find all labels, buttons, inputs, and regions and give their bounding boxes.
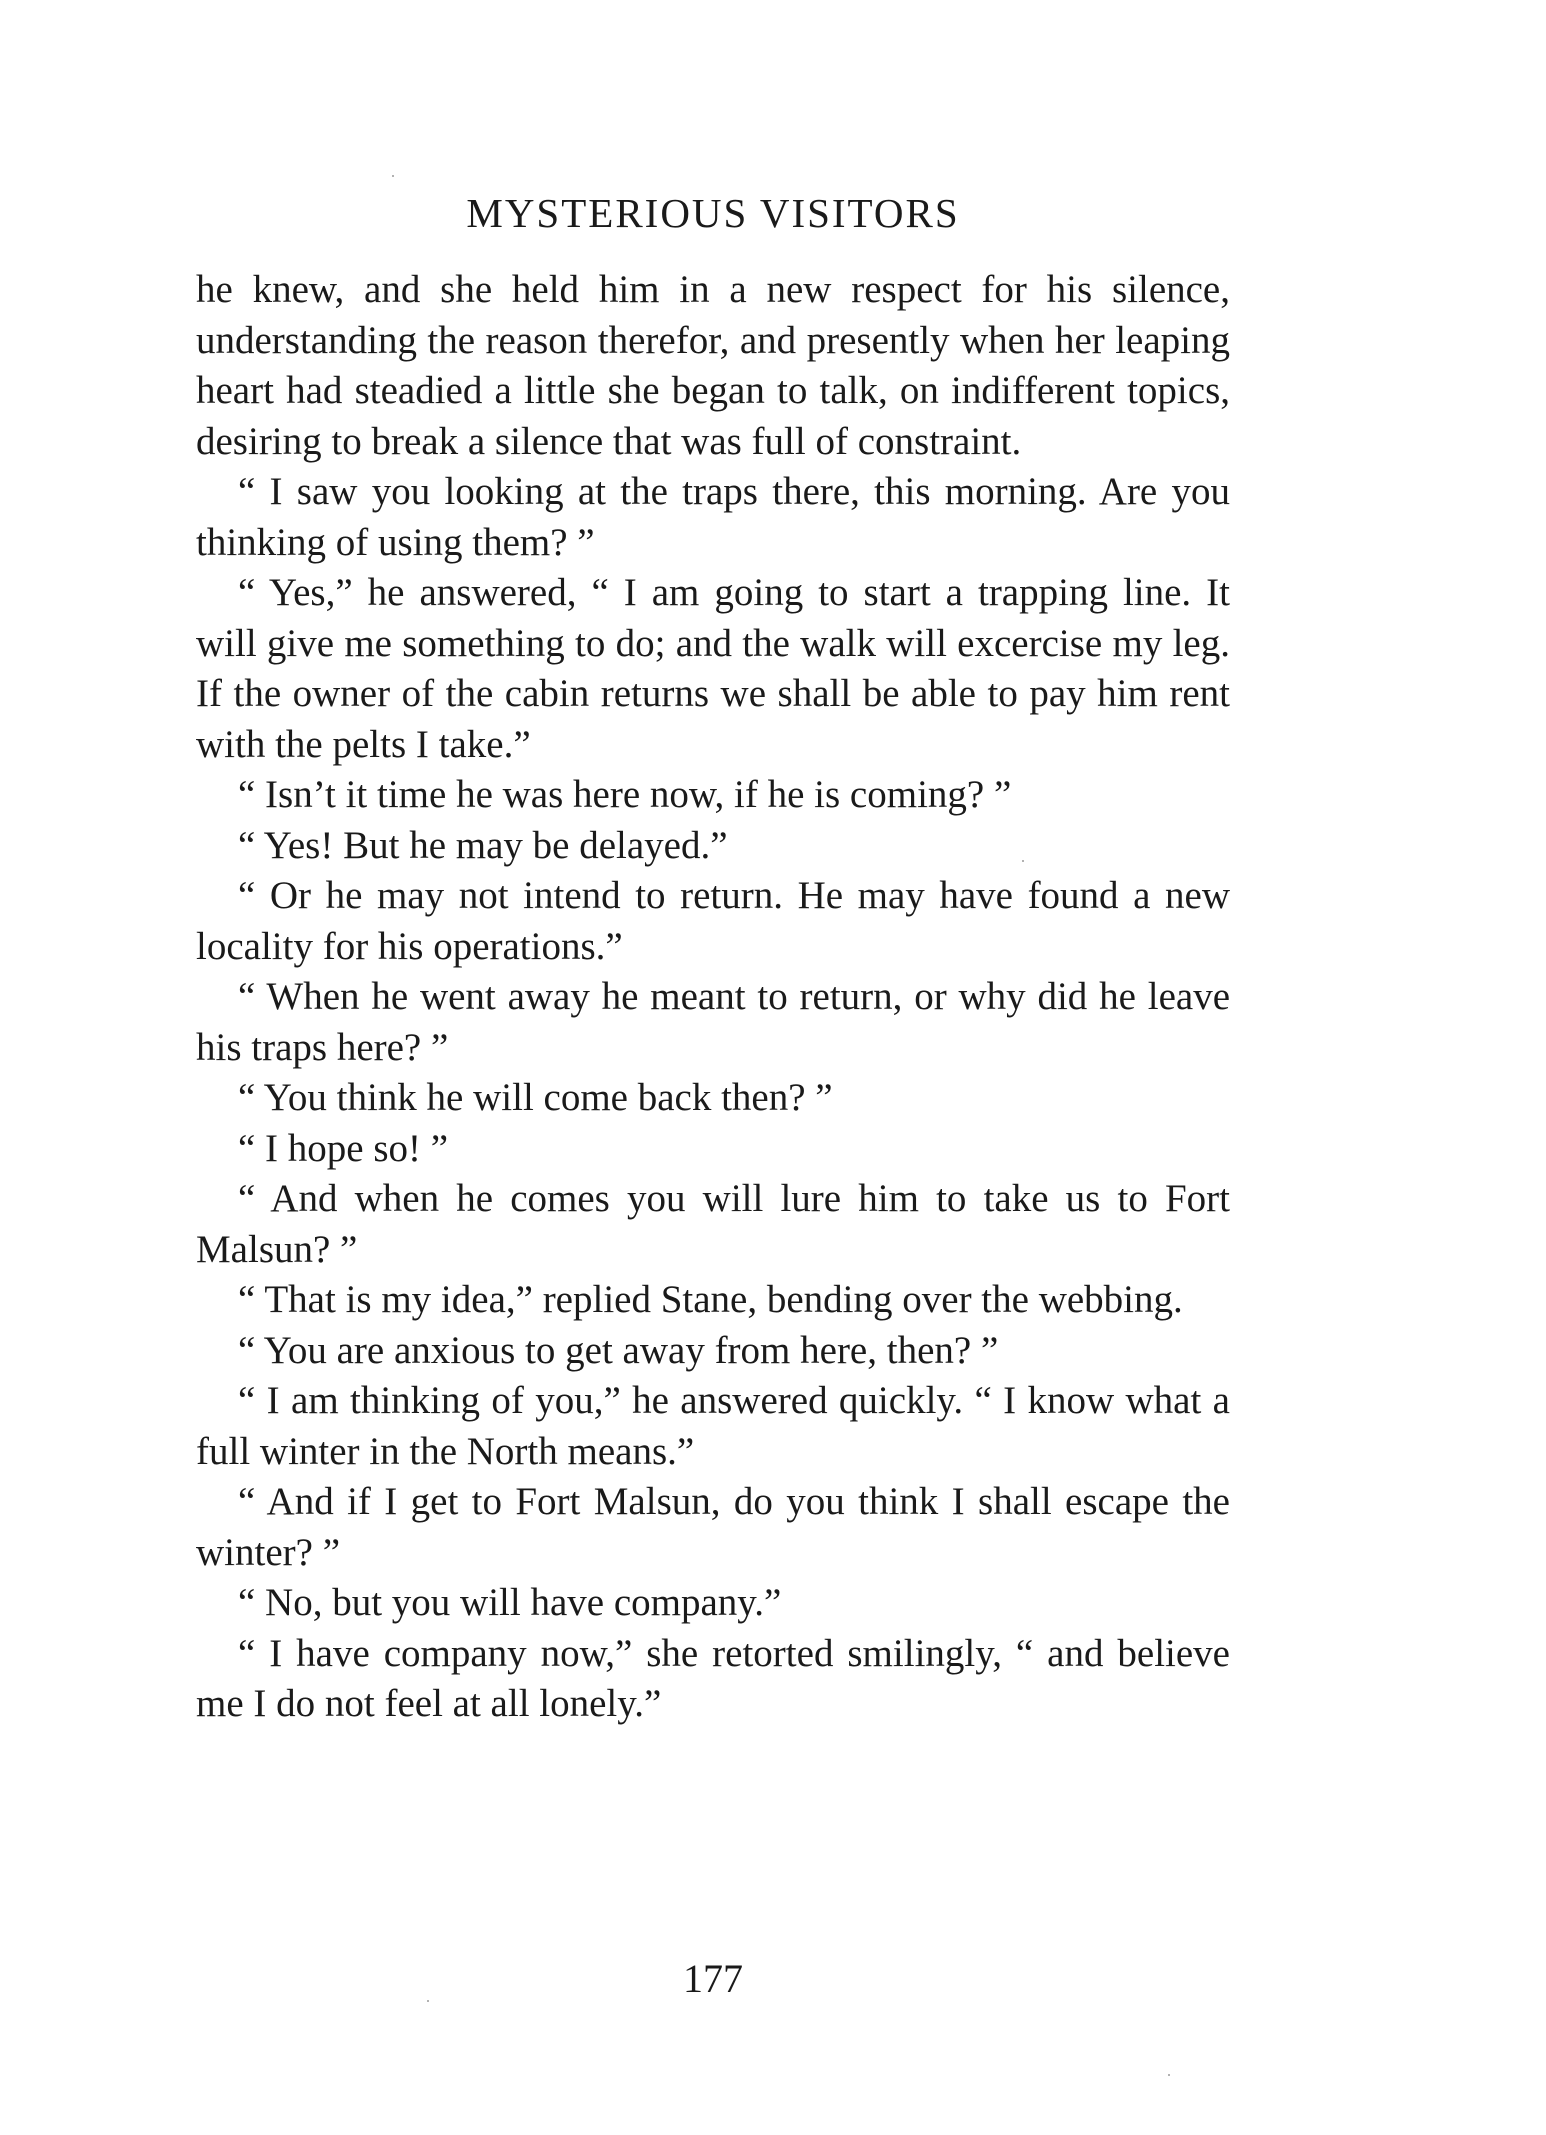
paper-speck [1168,2074,1170,2076]
paragraph-dialogue: “ And when he comes you will lure him to take us to Fort Malsun? ” [196,1177,1230,1271]
paragraph-dialogue: “ That is my idea,” replied Stane, bending over the webbing. [238,1278,1183,1321]
paragraph-dialogue: “ Or he may not intend to return. He may have found a new locality for his operations.” [196,874,1230,968]
paragraph-dialogue: “ You think he will come back then? ” [238,1076,833,1119]
page-number: 177 [683,1956,743,2001]
paragraph-dialogue: “ When he went away he meant to return, or why did he leave his traps here? ” [196,975,1230,1069]
paragraph-dialogue: “ No, but you will have company.” [238,1581,782,1624]
paragraph-dialogue: “ You are anxious to get away from here, then? ” [238,1328,999,1372]
paragraph-dialogue: “ Yes,” he answered, “ I am going to start a trapping line. It will give me something to do; and the walk will excercise my leg. If the owner of the cabin returns we shall be able to pay him rent with the pelts I take.” [196,571,1230,766]
paper-speck [392,175,394,177]
paragraph-dialogue: “ I am thinking of you,” he answered quickly. “ I know what a full winter in the North means.” [196,1379,1230,1473]
paragraph-dialogue: “ I have company now,” she retorted smilingly, “ and believe me I do not feel at all lonely.” [196,1631,1230,1725]
paper-speck [1022,860,1024,862]
paragraph-dialogue: “ I saw you looking at the traps there, this morning. Are you thinking of using them? ” [196,470,1230,564]
paragraph-dialogue: “ I hope so! ” [238,1126,449,1170]
paragraph-dialogue: “ And if I get to Fort Malsun, do you think I shall escape the winter? ” [196,1480,1230,1574]
running-head: MYSTERIOUS VISITORS [466,190,960,236]
paragraph-continuation: he knew, and she held him in a new respect for his silence, understanding the reason therefor, and presently when her leaping heart had steadied a little she began to talk, on indifferent topics, desiring to break a silence that was full of constraint. [196,268,1230,463]
body-text [196,265,1230,1730]
paragraph-dialogue: “ Yes! But he may be delayed.” [238,823,728,867]
paper-speck [427,2000,429,2002]
paragraph-dialogue: “ Isn’t it time he was here now, if he is coming? ” [238,773,1012,816]
